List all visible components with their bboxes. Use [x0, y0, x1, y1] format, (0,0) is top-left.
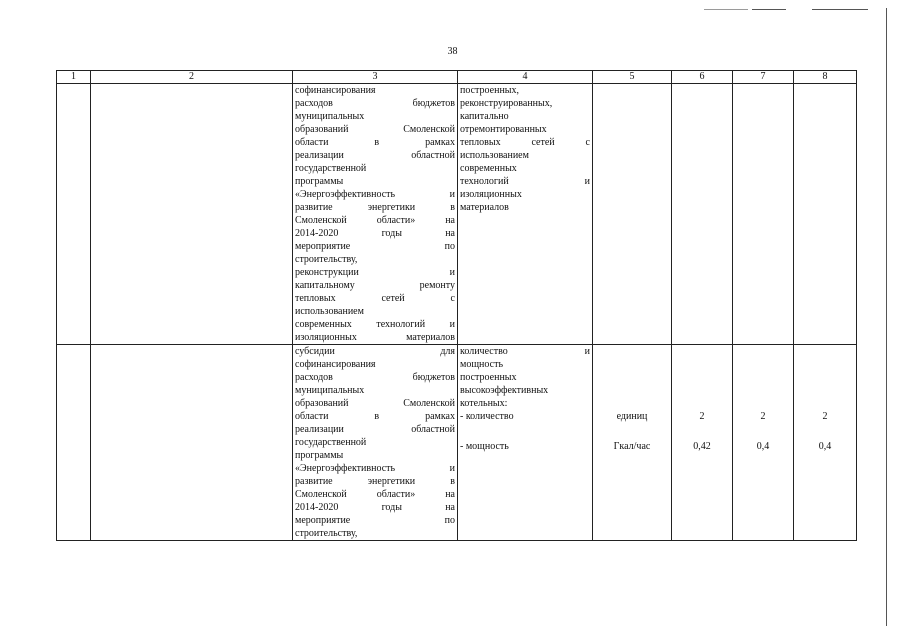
text-line: котельных: [460, 398, 508, 409]
text-line: современных технологий и [295, 319, 455, 330]
column-number-7: 7 [733, 71, 794, 84]
text-line: программы [295, 450, 344, 461]
text-line: образований Смоленской [295, 124, 455, 135]
scan-mark-1 [704, 9, 748, 10]
quantity-value-col6: 2 [699, 411, 705, 422]
column-number-2: 2 [91, 71, 293, 84]
cell-col2 [91, 84, 293, 345]
text-line: реализации областной [295, 424, 455, 435]
capacity-label: - мощность [460, 441, 509, 452]
page-number: 38 [447, 46, 458, 57]
text-line: изоляционных материалов [295, 332, 455, 343]
text-line: строительству, [295, 254, 358, 265]
scan-mark-3 [812, 9, 868, 10]
text-line: софинансирования [295, 359, 376, 370]
scan-mark-2 [752, 9, 786, 10]
text-line: построенных [460, 372, 517, 383]
text-line: Смоленской области» на [295, 489, 455, 500]
text-line: программы [295, 176, 344, 187]
cell-col1 [57, 345, 91, 541]
text-line: государственной [295, 163, 367, 174]
text-line: Смоленской области» на [295, 215, 455, 226]
column-number-3: 3 [293, 71, 458, 84]
cell-col8 [794, 84, 857, 345]
cell-col6 [672, 84, 733, 345]
text-line: капитально [460, 111, 509, 122]
cell-col4 [458, 84, 593, 345]
text-line: 2014-2020 годы на [295, 228, 455, 239]
column-number-5: 5 [593, 71, 672, 84]
cell-col3 [293, 345, 458, 541]
text-line: технологий и [460, 176, 590, 187]
text-line: изоляционных [460, 189, 522, 200]
text-line: области в рамках [295, 137, 455, 148]
capacity-value-col6: 0,42 [693, 441, 711, 452]
text-line: муниципальных [295, 111, 365, 122]
text-line: реконструкции и [295, 267, 455, 278]
column-number-6: 6 [672, 71, 733, 84]
cell-col5 [593, 345, 672, 541]
text-line: количество и [460, 346, 590, 357]
cell-col4 [458, 345, 593, 541]
text-line: материалов [460, 202, 509, 213]
text-line: 2014-2020 годы на [295, 502, 455, 513]
text-line: образований Смоленской [295, 398, 455, 409]
text-line: тепловых сетей с [460, 137, 590, 148]
text-line: расходов бюджетов [295, 372, 455, 383]
text-line: мероприятие по [295, 241, 455, 252]
cell-col8 [794, 345, 857, 541]
text-line: развитие энергетики в [295, 476, 455, 487]
text-line: капитальному ремонту [295, 280, 455, 291]
text-line: мероприятие по [295, 515, 455, 526]
cell-col7 [733, 345, 794, 541]
text-line: использованием [460, 150, 529, 161]
text-line: тепловых сетей с [295, 293, 455, 304]
quantity-value-col8: 2 [822, 411, 828, 422]
text-line: муниципальных [295, 385, 365, 396]
document-table [56, 70, 857, 541]
column-number-8: 8 [794, 71, 857, 84]
text-line: построенных, [460, 85, 520, 96]
cell-col3 [293, 84, 458, 345]
text-line: расходов бюджетов [295, 98, 455, 109]
table-row [57, 345, 857, 541]
table-row [57, 84, 857, 345]
quantity-value-col7: 2 [760, 411, 766, 422]
capacity-value-col7: 0,4 [756, 441, 770, 452]
text-line: высокоэффективных [460, 385, 549, 396]
text-line: «Энергоэффективность и [295, 189, 455, 200]
text-line: современных [460, 163, 517, 174]
text-line: строительству, [295, 528, 358, 539]
capacity-unit: Гкал/час [613, 441, 651, 452]
cell-col6 [672, 345, 733, 541]
text-line: реализации областной [295, 150, 455, 161]
text-line: государственной [295, 437, 367, 448]
capacity-value-col8: 0,4 [818, 441, 832, 452]
text-line: софинансирования [295, 85, 376, 96]
scan-right-edge [886, 8, 887, 626]
column-numbers-row [57, 71, 857, 84]
quantity-unit: единиц [616, 411, 648, 422]
text-line: «Энергоэффективность и [295, 463, 455, 474]
cell-col2 [91, 345, 293, 541]
cell-col7 [733, 84, 794, 345]
text-line: использованием [295, 306, 364, 317]
quantity-label: - количество [460, 411, 514, 422]
cell-col1 [57, 84, 91, 345]
column-number-1: 1 [57, 71, 91, 84]
column-number-4: 4 [458, 71, 593, 84]
text-line: мощность [460, 359, 503, 370]
text-line: субсидии для [295, 346, 455, 357]
cell-col5 [593, 84, 672, 345]
text-line: развитие энергетики в [295, 202, 455, 213]
text-line: реконструированных, [460, 98, 553, 109]
text-line: области в рамках [295, 411, 455, 422]
text-line: отремонтированных [460, 124, 547, 135]
